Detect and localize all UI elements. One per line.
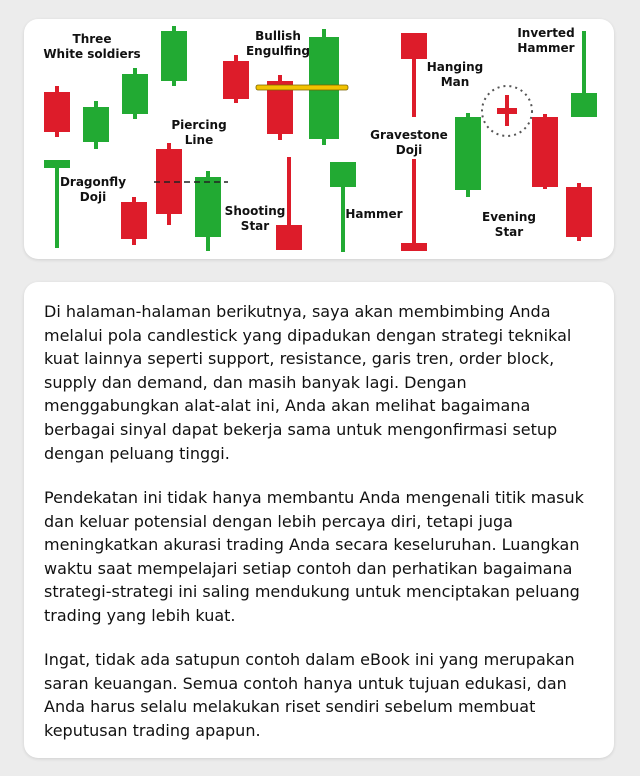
dragonfly-doji-label bbox=[60, 175, 126, 204]
three-soldiers-candle-1-body bbox=[44, 92, 70, 132]
red-candle-bottom-upper-wick bbox=[132, 197, 136, 202]
three-white-soldiers-label-line-1: Three bbox=[72, 32, 112, 46]
hammer-candle-body bbox=[330, 162, 356, 187]
evening-star-doji-candle-body bbox=[497, 108, 517, 114]
paragraph-intro: Di halaman-halaman berikutnya, saya akan membimbing Anda melalui pola candlestick yang dipadukan dengan strategi teknikal kuat lainnya seperti support, resistance, garis tren, order block, supply dan demand, dan masih banyak lagi. Dengan menggabungkan alat-alat ini, Anda akan melihat bagaimana berbagai sinyal dapat bekerja sama untuk mengonfirmasi setup dengan peluang tinggi. bbox=[44, 302, 572, 463]
inverted-hammer-candle-body bbox=[571, 93, 597, 117]
inverted-hammer-label-line-1: Inverted bbox=[517, 26, 575, 40]
gravestone-doji-label bbox=[370, 128, 448, 157]
paragraph-approach: Pendekatan ini tidak hanya membantu Anda mengenali titik masuk dan keluar potensial dengan lebih percaya diri, tetapi juga meningkatkan akurasi trading Anda secara keseluruhan. Luangkan waktu saat mempelajari setiap contoh dan perhatikan bagaimana strategi-strategi ini saling mendukung untuk menciptakan peluang trading yang lebih kuat. bbox=[44, 488, 584, 625]
candlestick-diagram bbox=[24, 19, 614, 259]
inverted-hammer-label-line-2: Hammer bbox=[517, 41, 575, 55]
hanging-man-label-line-1: Hanging bbox=[426, 60, 484, 74]
three-soldiers-candle-2-upper-wick bbox=[94, 101, 98, 107]
hammer-candle-lower-wick bbox=[341, 187, 345, 252]
piercing-bear-candle-upper-wick bbox=[167, 143, 171, 149]
engulfing-bear-candle-body bbox=[223, 61, 249, 99]
piercing-bull-candle-upper-wick bbox=[206, 171, 210, 177]
evening-star-red-candle-2-upper-wick bbox=[577, 183, 581, 187]
three-white-soldiers-label-line-2: White soldiers bbox=[43, 47, 141, 61]
three-soldiers-candle-2-lower-wick bbox=[94, 142, 98, 149]
dragonfly-doji-body bbox=[44, 160, 70, 168]
engulfing-highlight-bar bbox=[256, 85, 348, 90]
gravestone-doji-wick bbox=[412, 159, 416, 243]
engulfing-bull-candle-upper-wick bbox=[322, 29, 326, 37]
engulfing-bear-candle-lower-wick bbox=[234, 99, 238, 103]
evening-star-doji-candle-lower-wick bbox=[505, 114, 509, 126]
text-card bbox=[24, 282, 614, 758]
gravestone-doji-label-line-1: Gravestone bbox=[370, 128, 448, 142]
three-soldiers-candle-1-lower-wick bbox=[55, 132, 59, 137]
evening-star-bull-candle-body bbox=[455, 117, 481, 190]
gravestone-doji-label-line-2: Doji bbox=[395, 143, 423, 157]
three-soldiers-candle-2-body bbox=[83, 107, 109, 142]
inverted-hammer-candle-upper-wick bbox=[582, 31, 586, 93]
piercing-line-label-line-2: Line bbox=[184, 133, 214, 147]
shooting-star-label-line-1: Shooting bbox=[224, 204, 286, 218]
three-soldiers-candle-4-body bbox=[161, 31, 187, 81]
hammer-label bbox=[345, 207, 402, 221]
engulfing-small-bear-candle-lower-wick bbox=[278, 134, 282, 140]
evening-star-label-line-1: Evening bbox=[482, 210, 536, 224]
piercing-bull-candle-lower-wick bbox=[206, 237, 210, 251]
paragraph-disclaimer: Ingat, tidak ada satupun contoh dalam eBook ini yang merupakan saran keuangan. Semua contoh hanya untuk tujuan edukasi, dan Anda harus selalu melakukan riset sendiri sebelum membuat keputusan trading apapun. bbox=[44, 650, 575, 740]
hammer-label-line-1: Hammer bbox=[345, 207, 403, 221]
hanging-man-candle-body bbox=[401, 33, 427, 59]
evening-star-bull-candle-upper-wick bbox=[466, 113, 470, 117]
hanging-man-label bbox=[427, 60, 484, 89]
evening-star-bear-candle-body bbox=[532, 117, 558, 187]
evening-star-red-candle-2-body bbox=[566, 187, 592, 237]
shooting-star-candle-upper-wick bbox=[287, 157, 291, 225]
piercing-bear-candle-lower-wick bbox=[167, 214, 171, 225]
dragonfly-doji-label-line-1: Dragonfly bbox=[59, 175, 127, 189]
evening-star-bear-candle-upper-wick bbox=[543, 114, 547, 117]
shooting-star-candle-body bbox=[276, 225, 302, 250]
shooting-star-label-line-2: Star bbox=[240, 219, 270, 233]
dragonfly-doji-wick bbox=[55, 168, 59, 248]
dragonfly-doji-label-line-2: Doji bbox=[79, 190, 107, 204]
three-soldiers-candle-3-body bbox=[122, 74, 148, 114]
evening-star-doji-candle-upper-wick bbox=[505, 95, 509, 108]
evening-star-red-candle-2-lower-wick bbox=[577, 237, 581, 241]
gravestone-doji-body bbox=[401, 243, 427, 251]
three-soldiers-candle-4-upper-wick bbox=[172, 26, 176, 31]
red-candle-bottom-body bbox=[121, 202, 147, 239]
piercing-line-label-line-1: Piercing bbox=[171, 118, 227, 132]
three-soldiers-candle-4-lower-wick bbox=[172, 81, 176, 86]
candlestick-patterns-card bbox=[24, 19, 614, 259]
hanging-man-candle-lower-wick bbox=[412, 59, 416, 117]
bullish-engulfing-label-line-1: Bullish bbox=[255, 29, 301, 43]
bullish-engulfing-label bbox=[246, 29, 310, 58]
three-soldiers-candle-1-upper-wick bbox=[55, 86, 59, 92]
evening-star-bull-candle-lower-wick bbox=[466, 190, 470, 197]
three-soldiers-candle-3-upper-wick bbox=[133, 68, 137, 74]
evening-star-label bbox=[482, 210, 536, 239]
three-soldiers-candle-3-lower-wick bbox=[133, 114, 137, 119]
engulfing-small-bear-candle-upper-wick bbox=[278, 75, 282, 81]
inverted-hammer-label bbox=[517, 26, 574, 55]
piercing-bull-candle-body bbox=[195, 177, 221, 237]
hanging-man-label-line-2: Man bbox=[440, 75, 470, 89]
piercing-line-label bbox=[171, 118, 226, 147]
engulfing-bull-candle-lower-wick bbox=[322, 139, 326, 145]
engulfing-bear-candle-upper-wick bbox=[234, 55, 238, 61]
three-white-soldiers-label bbox=[43, 32, 140, 61]
evening-star-label-line-2: Star bbox=[494, 225, 524, 239]
bullish-engulfing-label-line-2: Engulfing bbox=[245, 44, 311, 58]
red-candle-bottom-lower-wick bbox=[132, 239, 136, 245]
evening-star-bear-candle-lower-wick bbox=[543, 187, 547, 189]
